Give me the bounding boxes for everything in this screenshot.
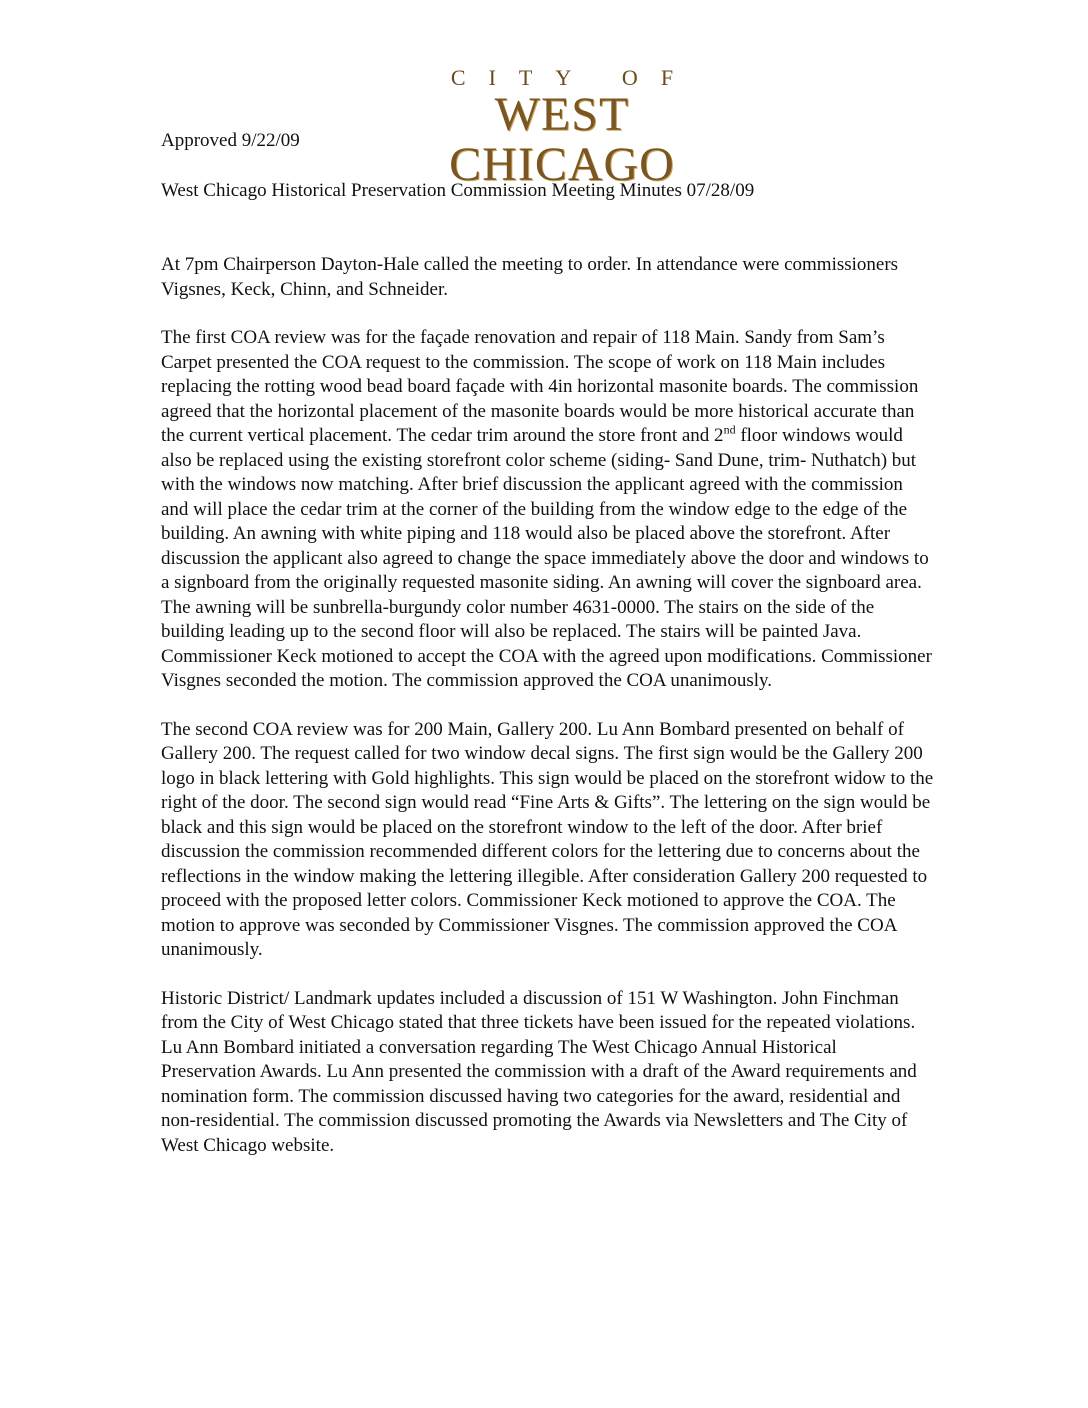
paragraph-coa-118-main-part1: The first COA review was for the façade renovation and repair of 118 Main. Sandy from Sam’s Carpet presented the COA request to the commission. The scope of work on 118 Main includes replacing the rotting wood bead board façade with 4in horizontal masonite boards. The commission agreed that the horizontal placement of the masonite boards would be more historical accurate than the current vertical placement. The cedar trim around the store front and 2 bbox=[161, 327, 919, 446]
paragraph-call-to-order: At 7pm Chairperson Dayton-Hale called the meeting to order. In attendance were commissioners Vigsnes, Keck, Chinn, and Schneider. bbox=[161, 254, 899, 300]
minutes-body bbox=[161, 253, 935, 1182]
paragraph-coa-118-main-part2: floor windows would also be replaced using the existing storefront color scheme (siding- Sand Dune, trim- Nuthatch) but with the windows now matching. After brief discussion the applicant agreed with the commission and will place the cedar trim at the corner of the building from the window edge to the edge of the building. An awning with white piping and 118 would also be placed above the storefront. After discussion the applicant also agreed to change the space immediately above the door and windows to a signboard from the originally requested masonite siding. An awning will cover the signboard area. The awning will be sunbrella-burgundy color number 4631-0000. The stairs on the side of the building leading up to the second floor will also be replaced. The stairs will be painted Java. Commissioner Keck motioned to accept the COA with the agreed upon modifications. Commissioner Visgnes seconded the motion. The commission approved the COA unanimously. bbox=[161, 425, 932, 691]
superscript-nd: nd bbox=[723, 422, 736, 437]
document-title: West Chicago Historical Preservation Commission Meeting Minutes 07/28/09 bbox=[161, 180, 755, 201]
city-logo bbox=[376, 66, 748, 190]
paragraph-coa-200-main: The second COA review was for 200 Main, Gallery 200. Lu Ann Bombard presented on behalf of Gallery 200. The request called for two window decal signs. The first sign would be the Gallery 200 logo in black lettering with Gold highlights. This sign would be placed on the storefront widow to the right of the door. The second sign would read “Fine Arts & Gifts”. The lettering on the sign would be black and this sign would be placed on the storefront window to the left of the door. After brief discussion the commission recommended different colors for the lettering due to concerns about the reflections in the window making the lettering illegible. After consideration Gallery 200 requested to proceed with the proposed letter colors. Commissioner Keck motioned to approve the COA. The motion to approve was seconded by Commissioner Visgnes. The commission approved the COA unanimously. bbox=[161, 718, 934, 960]
approval-date: Approved 9/22/09 bbox=[161, 130, 300, 151]
logo-west-chicago: WEST CHICAGO bbox=[449, 88, 675, 191]
paragraph-coa-118-main bbox=[161, 326, 935, 694]
logo-city-of: CITY OF bbox=[450, 65, 697, 90]
paragraph-historic-district: Historic District/ Landmark updates included a discussion of 151 W Washington. John Finchman from the City of West Chicago stated that three tickets have been issued for the repeated violations. Lu Ann Bombard initiated a conversation regarding The West Chicago Annual Historical Preservation Awards. Lu Ann presented the commission with a draft of the Award requirements and nomination form. The commission discussed having two categories for the award, residential and non-residential. The commission discussed promoting the Awards via Newsletters and The City of West Chicago website. bbox=[161, 987, 917, 1156]
